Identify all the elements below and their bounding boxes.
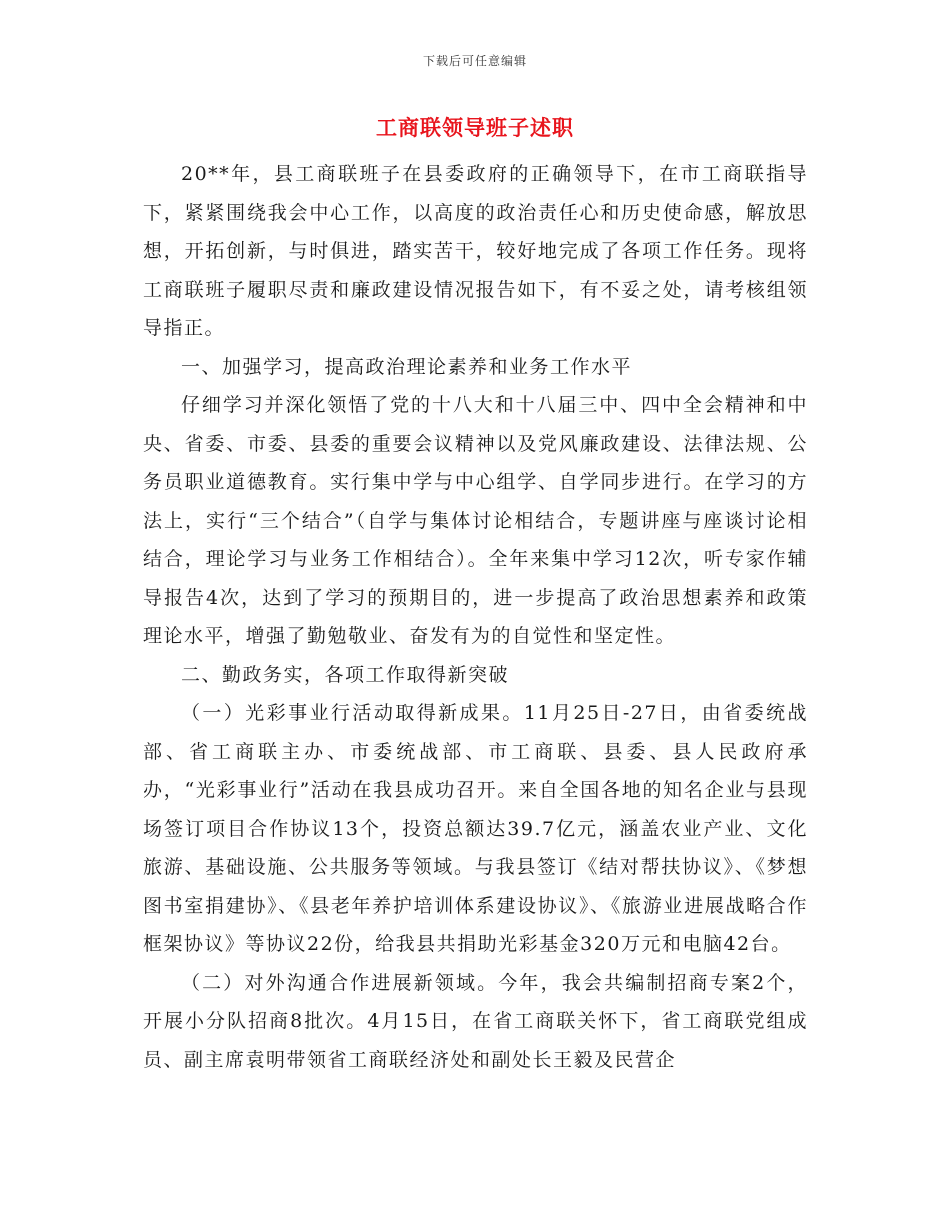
document-title: 工商联领导班子述职 (376, 115, 574, 140)
paragraph-intro: 20**年，县工商联班子在县委政府的正确领导下，在市工商联指导下，紧紧围绕我会中心工作，以高度的政治责任心和历史使命感，解放思想，开拓创新，与时俱进，踏实苦干，较好地完成了各项工作任务。现将工商联班子履职尽责和廉政建设情况报告如下，有不妥之处，请考核组领导指正。 (143, 163, 808, 339)
paragraph-study: 仔细学习并深化领悟了党的十八大和十八届三中、四中全会精神和中央、省委、市委、县委的重要会议精神以及党风廉政建设、法律法规、公务员职业道德教育。实行集中学与中心组学、自学同步进行。在学习的方法上，实行“三个结合”（自学与集体讨论相结合，专题讲座与座谈讨论相结合，理论学习与业务工作相结合）。全年来集中学习12次，听专家作辅导报告4次，达到了学习的预期目的，进一步提高了政治思想素养和政策理论水平，增强了勤勉敬业、奋发有为的自觉性和坚定性。 (143, 394, 808, 647)
section-heading-1: 一、加强学习，提高政治理论素养和业务工作水平 (181, 355, 633, 378)
paragraph-cooperation: （二）对外沟通合作进展新领域。今年，我会共编制招商专案2个，开展小分队招商8批次。4月15日，在省工商联关怀下，省工商联党组成员、副主席袁明带领省工商联经济处和副处长王毅及民营企 (143, 971, 808, 1071)
section-heading-2: 二、勤政务实，各项工作取得新突破 (181, 663, 510, 686)
page-header-note: 下载后可任意编辑 (422, 54, 527, 68)
document-body (143, 155, 808, 1079)
paragraph-guangcai: （一）光彩事业行活动取得新成果。11月25日-27日，由省委统战部、省工商联主办、市委统战部、市工商联、县委、县人民政府承办，“光彩事业行”活动在我县成功召开。来自全国各地的知名企业与县现场签订项目合作协议13个，投资总额达39.7亿元，涵盖农业产业、文化旅游、基础设施、公共服务等领域。与我县签订《结对帮扶协议》、《梦想图书室捐建协》、《县老年养护培训体系建设协议》、《旅游业进展战略合作框架协议》等协议22份，给我县共捐助光彩基金320万元和电脑42台。 (143, 702, 808, 955)
